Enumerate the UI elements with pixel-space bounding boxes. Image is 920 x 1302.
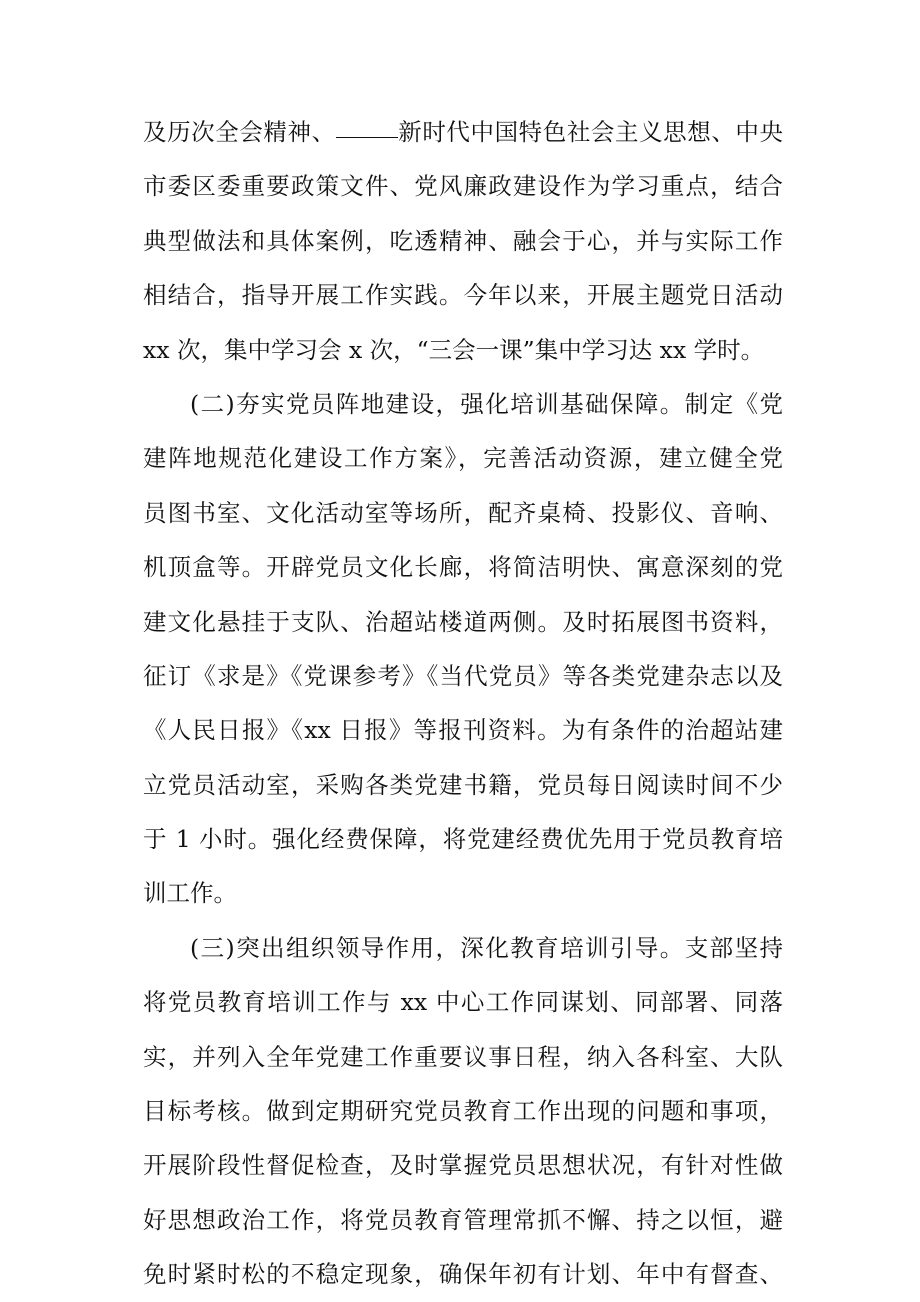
text-line: 机顶盒等。开辟党员文化长廊，将简洁明快、寓意深刻的党 [143,553,783,582]
text-line: 目标考核。做到定期研究党员教育工作出现的问题和事项， [143,1097,783,1126]
text-line: 训工作。 [143,879,237,908]
paragraph-position-building [143,377,783,921]
text-line: 典型做法和具体案例，吃透精神、融会于心，并与实际工作 [143,226,783,255]
text-line: 市委区委重要政策文件、党风廉政建设作为学习重点，结合 [143,172,783,201]
text-line: 于 1 小时。强化经费保障，将党建经费优先用于党员教育培 [143,825,783,854]
paragraph-study-focus [143,105,783,377]
paragraph-leadership-role [143,921,783,1302]
text-segment: 及历次全会精神、 [143,118,336,146]
text-line: 立党员活动室，采购各类党建书籍，党员每日阅读时间不少 [143,770,783,799]
text-line: (二)夯实党员阵地建设，强化培训基础保障。制定《党 [190,389,783,418]
text-line: 将党员教育培训工作与 xx 中心工作同谋划、同部署、同落 [143,988,783,1017]
text-line: 相结合，指导开展工作实践。今年以来，开展主题党日活动 [143,281,783,310]
text-line: (三)突出组织领导作用，深化教育培训引导。支部坚持 [190,933,783,962]
text-line: 开展阶段性督促检查，及时掌握党员思想状况，有针对性做 [143,1151,783,1180]
text-line: 免时紧时松的不稳定现象，确保年初有计划、年中有督查、 [143,1260,783,1289]
text-line: 好思想政治工作，将党员教育管理常抓不懈、持之以恒，避 [143,1205,783,1234]
text-line: 征订《求是》《党课参考》《当代党员》等各类党建杂志以及 [143,661,783,690]
document-body [143,105,783,1302]
text-line: xx 次，集中学习会 x 次，“三会一课”集中学习达 xx 学时。 [143,335,765,364]
text-line: 《人民日报》《xx 日报》等报刊资料。为有条件的治超站建 [143,716,783,745]
text-line: 建阵地规范化建设工作方案》，完善活动资源，建立健全党 [143,444,783,473]
text-line [143,105,783,159]
text-line: 员图书室、文化活动室等场所，配齐桌椅、投影仪、音响、 [143,498,783,527]
text-line: 实，并列入全年党建工作重要议事日程，纳入各科室、大队 [143,1042,783,1071]
text-line: 建文化悬挂于支队、治超站楼道两侧。及时拓展图书资料， [143,607,783,636]
text-segment: 新时代中国特色社会主义思想、中央 [397,118,784,146]
fill-in-blank [336,121,398,138]
